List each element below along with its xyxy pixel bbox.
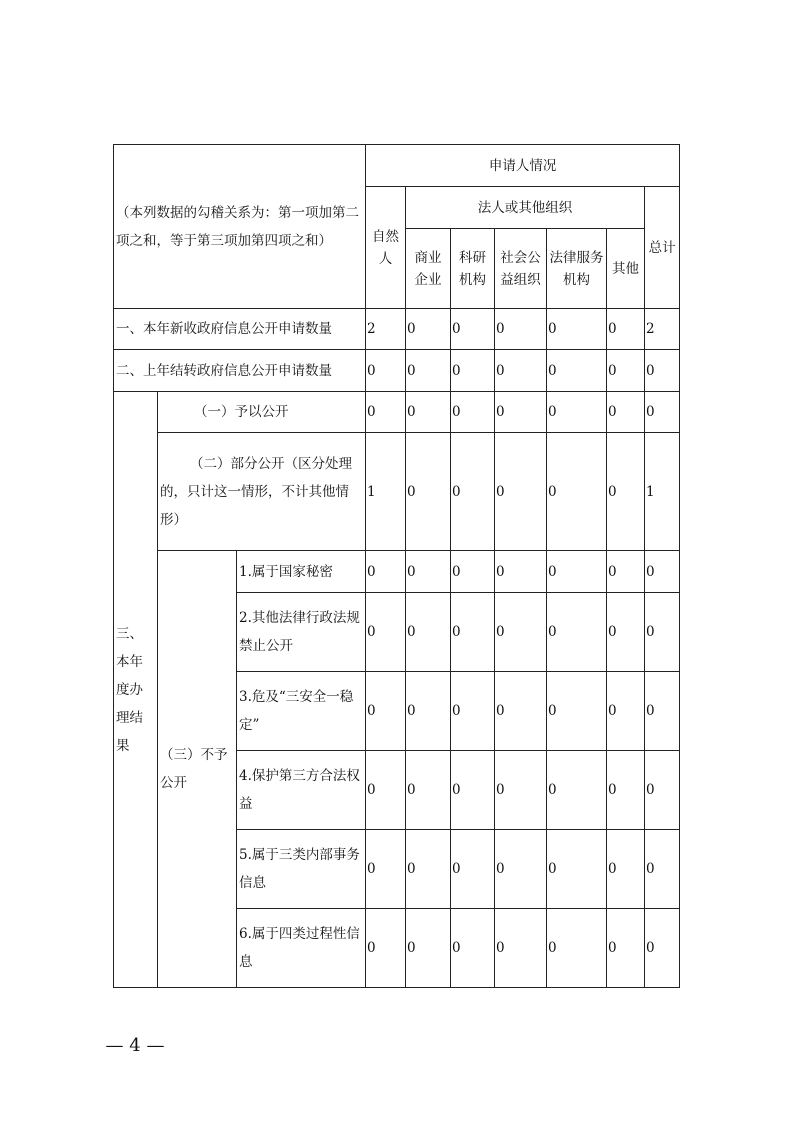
cell: 0 [607,830,645,909]
table-row [114,350,680,392]
cell: 1 [366,433,406,551]
cell: 0 [451,593,495,672]
cell: 0 [451,551,495,593]
cell: 0 [607,672,645,751]
row-label: 4.保护第三方合法权益 [237,751,366,830]
research-header: 科研机构 [451,229,495,309]
row-label: （二）部分公开（区分处理的，只计这一情形，不计其他情形） [158,433,366,551]
cell: 0 [607,350,645,392]
table-row [114,551,680,593]
cell: 0 [645,392,680,433]
cell: 0 [406,830,451,909]
cell: 0 [366,392,406,433]
table-row [114,433,680,551]
cell: 0 [451,392,495,433]
cell: 0 [495,433,547,551]
cell: 0 [495,309,547,350]
cell: 0 [451,309,495,350]
cell: 2 [645,309,680,350]
cell: 0 [406,672,451,751]
cell: 2 [366,309,406,350]
cell: 0 [547,392,607,433]
applicant-header: 申请人情况 [366,145,680,187]
cell: 0 [406,350,451,392]
cell: 0 [406,392,451,433]
cell: 0 [451,672,495,751]
cell: 0 [366,672,406,751]
cell: 0 [607,551,645,593]
cell: 0 [495,909,547,988]
row-label: 3.危及“三安全一稳定” [237,672,366,751]
cell: 0 [645,593,680,672]
cell: 0 [495,672,547,751]
cell: 0 [607,909,645,988]
cell: 0 [366,593,406,672]
table-row [114,309,680,350]
section3-label: 三、本年度办理结果 [114,392,158,988]
cell: 0 [366,551,406,593]
cell: 0 [547,433,607,551]
total-header: 总计 [645,187,680,309]
page-number: — 4 — [105,1035,165,1056]
cell: 0 [451,909,495,988]
cell: 0 [547,830,607,909]
cell: 0 [451,350,495,392]
cell: 0 [645,830,680,909]
cell: 0 [406,551,451,593]
cell: 0 [495,551,547,593]
cell: 0 [366,350,406,392]
cell: 0 [547,551,607,593]
commercial-header: 商业企业 [406,229,451,309]
other-header: 其他 [607,229,645,309]
row-label: 一、本年新收政府信息公开申请数量 [114,309,366,350]
row-label: 1.属于国家秘密 [237,551,366,593]
cell: 0 [451,751,495,830]
cell: 0 [645,672,680,751]
cell: 0 [645,551,680,593]
cell: 0 [547,350,607,392]
natural-person-header: 自然人 [366,187,406,309]
cell: 0 [607,433,645,551]
cell: 0 [645,751,680,830]
cell: 0 [547,593,607,672]
row-label: 2.其他法律行政法规禁止公开 [237,593,366,672]
cell: 0 [406,593,451,672]
cell: 0 [366,751,406,830]
statistics-table [113,144,680,988]
social-header: 社会公益组织 [495,229,547,309]
row-label: （一）予以公开 [158,392,366,433]
cell: 0 [547,672,607,751]
cell: 0 [645,350,680,392]
cell: 0 [547,751,607,830]
cell: 0 [547,909,607,988]
cell: 0 [451,433,495,551]
row-label: 6.属于四类过程性信息 [237,909,366,988]
cell: 0 [406,909,451,988]
cell: 0 [607,751,645,830]
cell: 0 [451,830,495,909]
cell: 0 [495,593,547,672]
cell: 0 [406,433,451,551]
cell: 0 [645,909,680,988]
cell: 0 [607,392,645,433]
legal-group-header: 法人或其他组织 [406,187,645,229]
cell: 0 [406,309,451,350]
table-row [114,392,680,433]
cell: 0 [547,309,607,350]
cell: 0 [366,830,406,909]
legal-service-header: 法律服务机构 [547,229,607,309]
cell: 0 [495,350,547,392]
cell: 0 [495,392,547,433]
cell: 0 [607,593,645,672]
row-label: 二、上年结转政府信息公开申请数量 [114,350,366,392]
cell: 0 [366,909,406,988]
not-disclosed-label: （三）不予公开 [158,551,237,988]
cell: 0 [406,751,451,830]
row-label: 5.属于三类内部事务信息 [237,830,366,909]
cell: 1 [645,433,680,551]
header-note: （本列数据的勾稽关系为：第一项加第二项之和，等于第三项加第四项之和） [114,145,366,309]
cell: 0 [495,830,547,909]
cell: 0 [495,751,547,830]
cell: 0 [607,309,645,350]
